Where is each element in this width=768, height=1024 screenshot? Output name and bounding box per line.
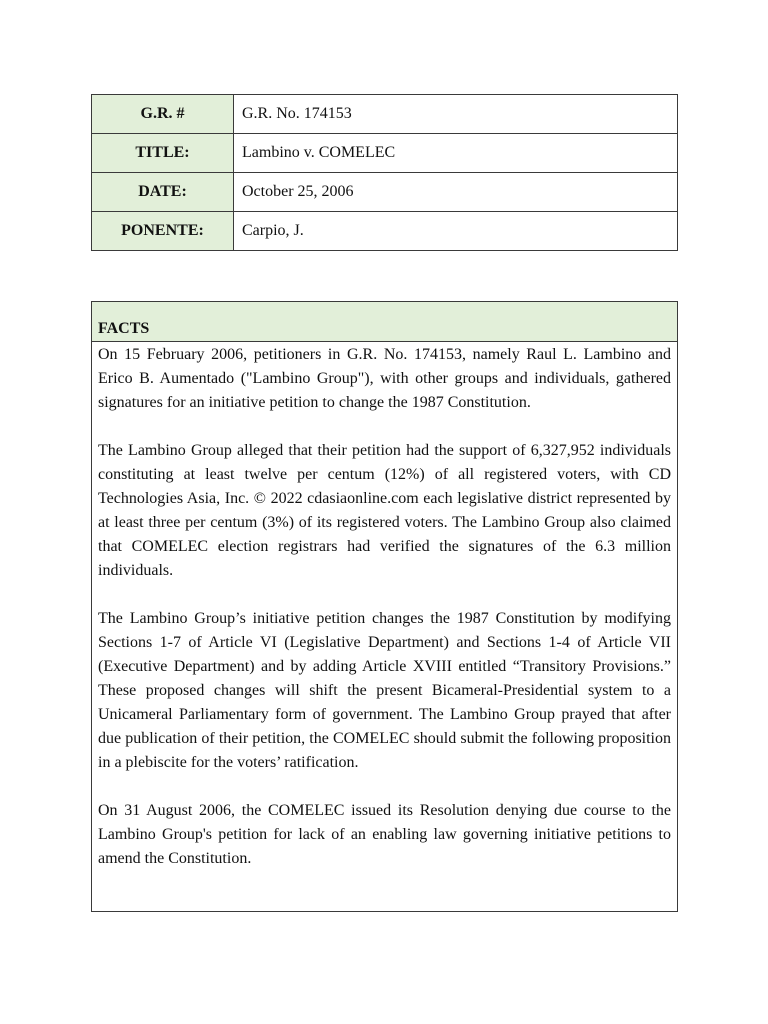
facts-heading: FACTS <box>92 302 677 342</box>
date-label: DATE: <box>92 173 234 212</box>
case-info-table <box>91 94 678 251</box>
facts-body <box>92 342 677 871</box>
facts-section <box>91 301 678 912</box>
gr-number-label: G.R. # <box>92 95 234 134</box>
gr-number-value: G.R. No. 174153 <box>234 95 678 134</box>
case-info-row-gr-number <box>92 95 678 134</box>
title-value: Lambino v. COMELEC <box>234 134 678 173</box>
facts-paragraph-4: On 31 August 2006, the COMELEC issued its Resolution denying due course to the Lambino Group's petition for lack of an enabling law governing initiative petitions to amend the Constitution. <box>98 802 671 867</box>
date-value: October 25, 2006 <box>234 173 678 212</box>
facts-paragraph-2: The Lambino Group alleged that their petition had the support of 6,327,952 individuals constituting at least twelve per centum (12%) of all registered voters, with CD Technologies Asia, Inc. © 2022 cdasiaonline.com each legislative district represented by at least three per centum (3%) of its registered voters. The Lambino Group also claimed that COMELEC election registrars had verified the signatures of the 6.3 million individuals. <box>98 442 671 579</box>
ponente-value: Carpio, J. <box>234 212 678 251</box>
title-label: TITLE: <box>92 134 234 173</box>
case-info-row-ponente <box>92 212 678 251</box>
ponente-label: PONENTE: <box>92 212 234 251</box>
case-info-row-date <box>92 173 678 212</box>
facts-paragraph-3: The Lambino Group’s initiative petition changes the 1987 Constitution by modifying Sections 1-7 of Article VI (Legislative Department) and Sections 1-4 of Article VII (Executive Department) and by adding Article XVIII entitled “Transitory Provisions.” These proposed changes will shift the present Bicameral-Presidential system to a Unicameral Parliamentary form of government. The Lambino Group prayed that after due publication of their petition, the COMELEC should submit the following proposition in a plebiscite for the voters’ ratification. <box>98 610 671 771</box>
case-info-row-title <box>92 134 678 173</box>
facts-paragraph-1: On 15 February 2006, petitioners in G.R. No. 174153, namely Raul L. Lambino and Erico B. Aumentado ("Lambino Group"), with other groups and individuals, gathered signatures for an initiative petition to change the 1987 Constitution. <box>98 346 671 411</box>
